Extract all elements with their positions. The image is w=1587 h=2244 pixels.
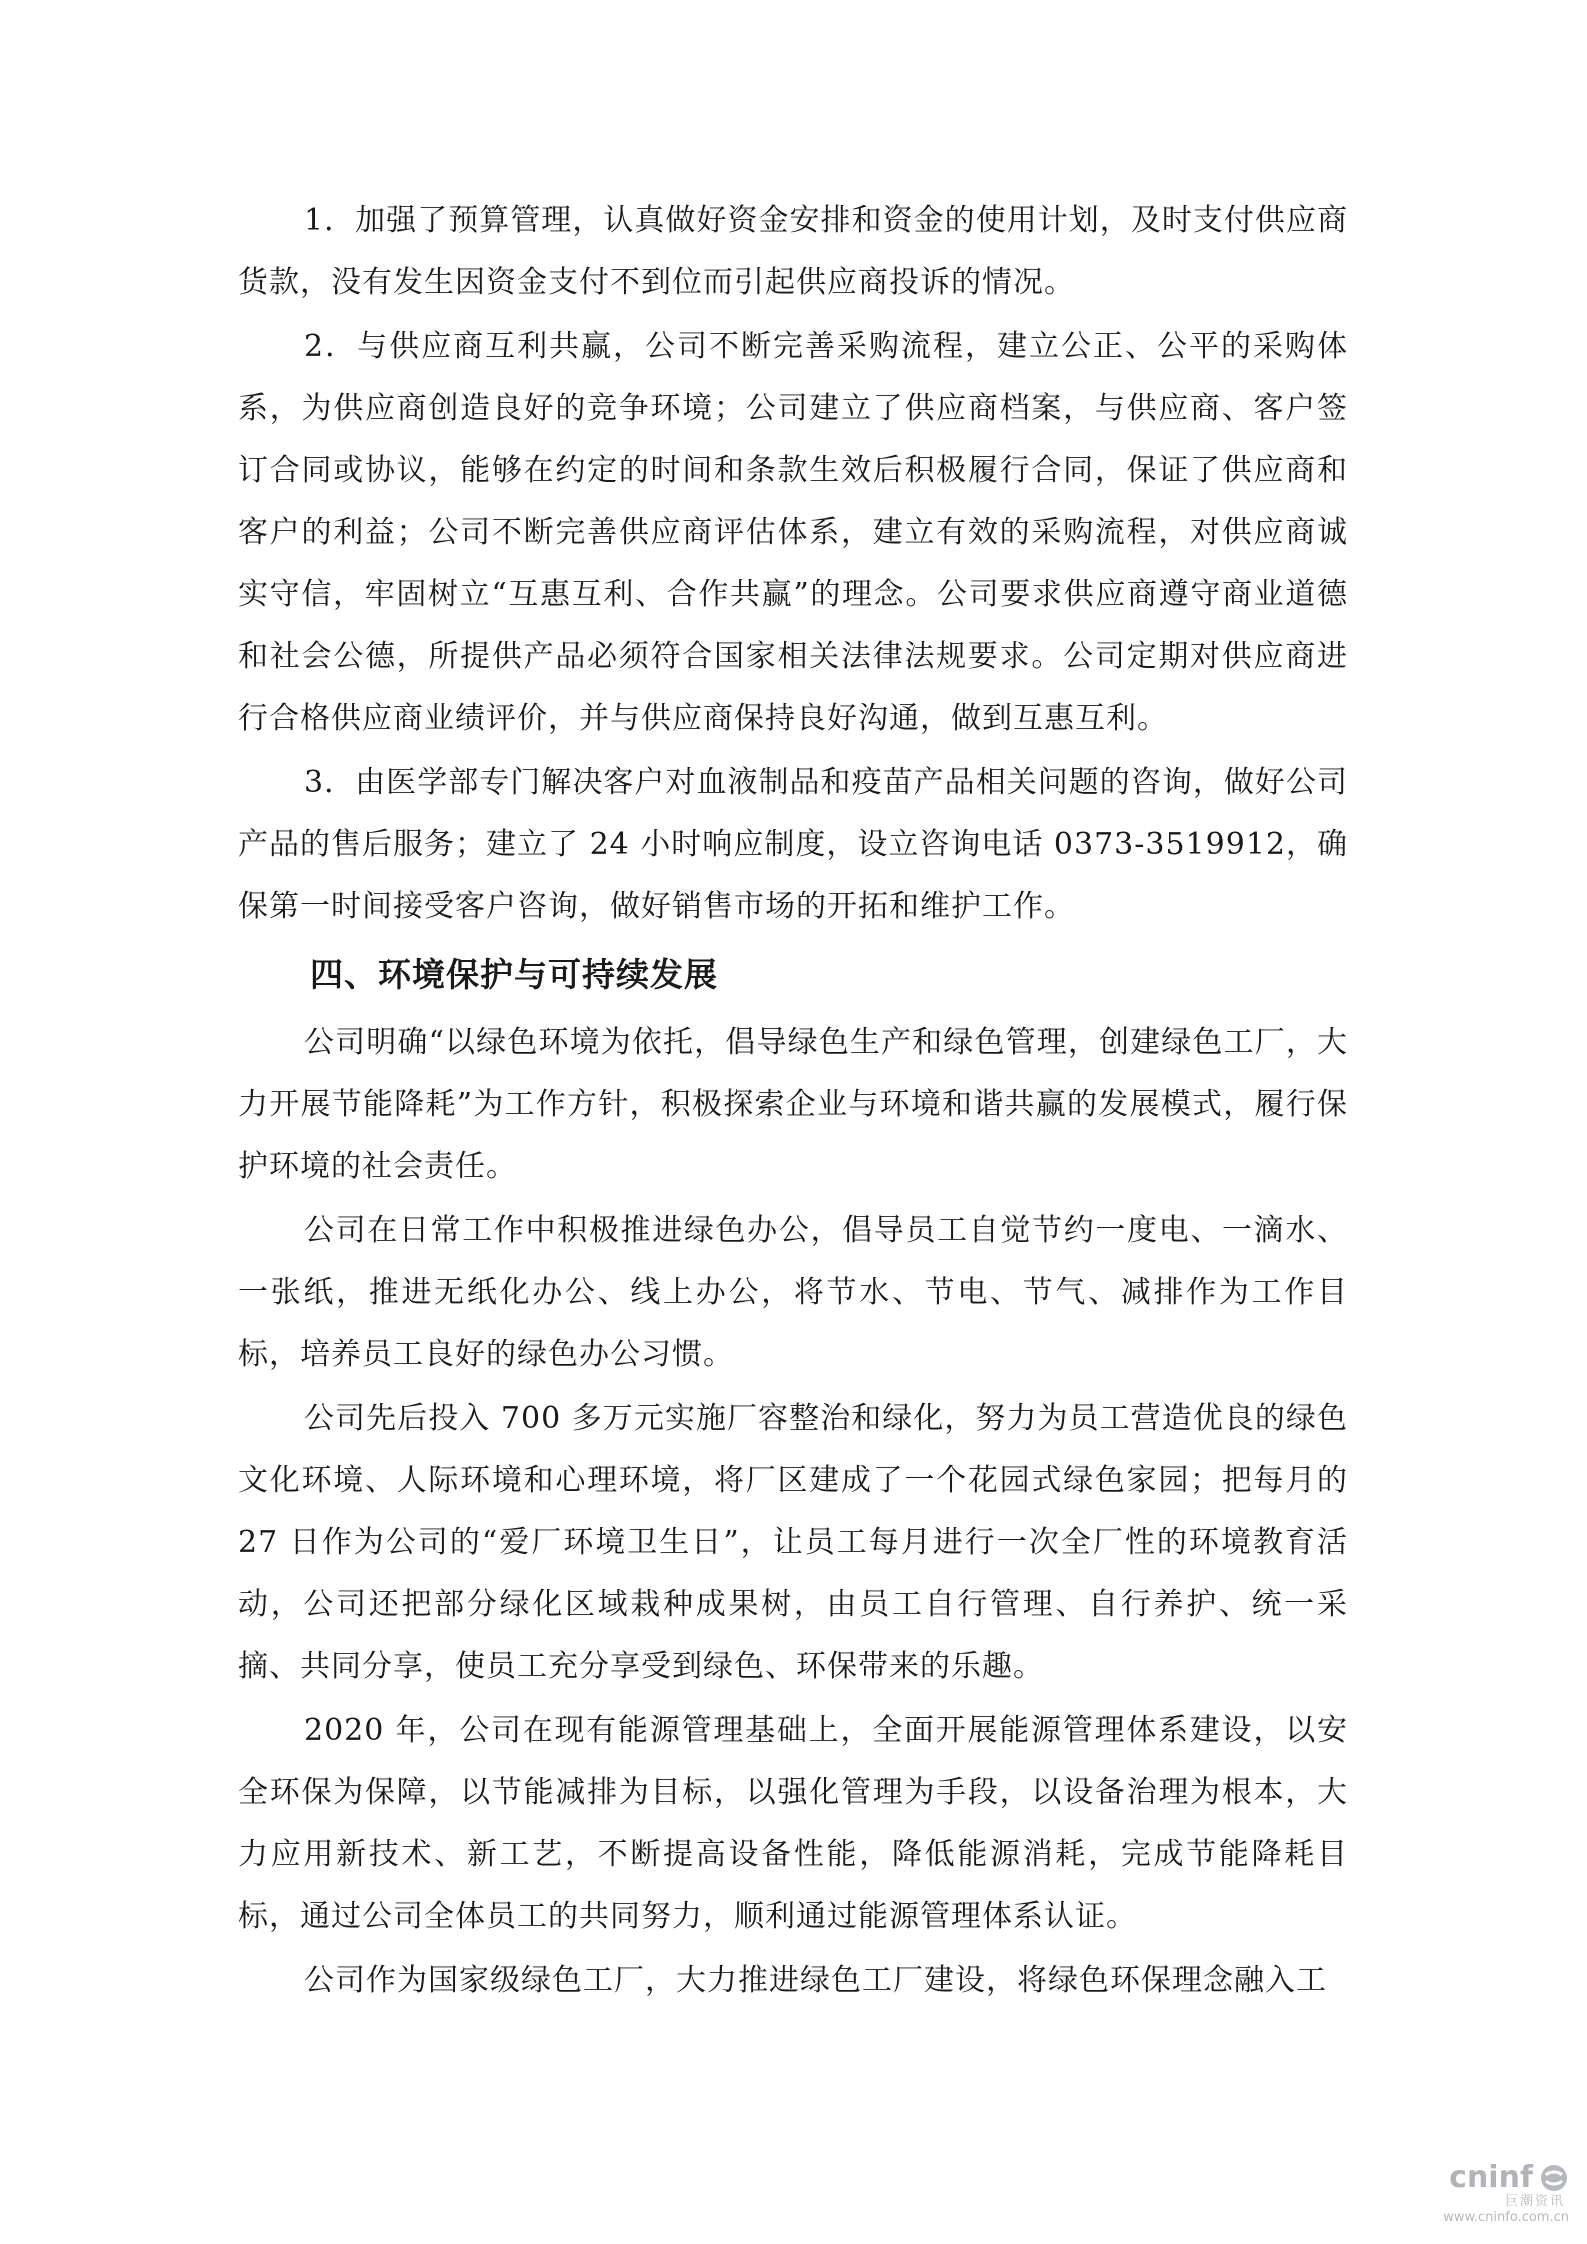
- watermark-brand-row: [1404, 2162, 1569, 2194]
- cninfo-watermark: [1404, 2162, 1569, 2226]
- paragraph-budget-management: 1．加强了预算管理，认真做好资金安排和资金的使用计划，及时支付供应商货款，没有发生因资金支付不到位而引起供应商投诉的情况。: [238, 203, 1348, 300]
- paragraph-plant-greening: 公司先后投入 700 多万元实施厂容整治和绿化，努力为员工营造优良的绿色文化环境、人际环境和心理环境，将厂区建成了一个花园式绿色家园；把每月的 27 日作为公司的“爱厂环境卫生日”，让员工每月进行一次全厂性的环境教育活动，公司还把部分绿化区域栽种成果树，由员工自行管理、自行养护、统一采摘、共同分享，使员工充分享受到绿色、环保带来的乐趣。: [238, 1401, 1359, 1684]
- paragraph-customer-service: 3．由医学部专门解决客户对血液制品和疫苗产品相关问题的咨询，做好公司产品的售后服务；建立了 24 小时响应制度，设立咨询电话 0373-3519912，确保第一时间接受客户咨询，做好销售市场的开拓和维护工作。: [238, 765, 1348, 924]
- paragraph-supplier-cooperation: 2．与供应商互利共赢，公司不断完善采购流程，建立公正、公平的采购体系，为供应商创造良好的竞争环境；公司建立了供应商档案，与供应商、客户签订合同或协议，能够在约定的时间和条款生效后积极履行合同，保证了供应商和客户的利益；公司不断完善供应商评估体系，建立有效的采购流程，对供应商诚实守信，牢固树立“互惠互利、合作共赢”的理念。公司要求供应商遵守商业道德和社会公德，所提供产品必须符合国家相关法律法规要求。公司定期对供应商进行合格供应商业绩评价，并与供应商保持良好沟通，做到互惠互利。: [238, 329, 1348, 736]
- watermark-cn-name: 巨潮资讯: [1504, 2194, 1565, 2209]
- paragraph-green-policy: 公司明确“以绿色环境为依托，倡导绿色生产和绿色管理，创建绿色工厂，大力开展节能降耗”为工作方针，积极探索企业与环境和谐共赢的发展模式，履行保护环境的社会责任。: [238, 1025, 1348, 1184]
- document-body: [238, 190, 1359, 2014]
- watermark-url: www.cninfo.com.cn: [1443, 2210, 1569, 2225]
- cninfo-logo-icon: [1539, 2163, 1569, 2193]
- section-heading-environment: 四、环境保护与可持续发展: [310, 955, 718, 994]
- paragraph-energy-management: 2020 年，公司在现有能源管理基础上，全面开展能源管理体系建设，以安全环保为保障，以节能减排为目标，以强化管理为手段，以设备治理为根本，大力应用新技术、新工艺，不断提高设备性能，降低能源消耗，完成节能降耗目标，通过公司全体员工的共同努力，顺利通过能源管理体系认证。: [238, 1713, 1348, 1934]
- watermark-brand-text: cninf: [1449, 2160, 1533, 2195]
- paragraph-green-office: 公司在日常工作中积极推进绿色办公，倡导员工自觉节约一度电、一滴水、一张纸，推进无纸化办公、线上办公，将节水、节电、节气、减排作为工作目标，培养员工良好的绿色办公习惯。: [238, 1213, 1348, 1372]
- paragraph-green-factory: 公司作为国家级绿色工厂，大力推进绿色工厂建设，将绿色环保理念融入工: [304, 1963, 1327, 1998]
